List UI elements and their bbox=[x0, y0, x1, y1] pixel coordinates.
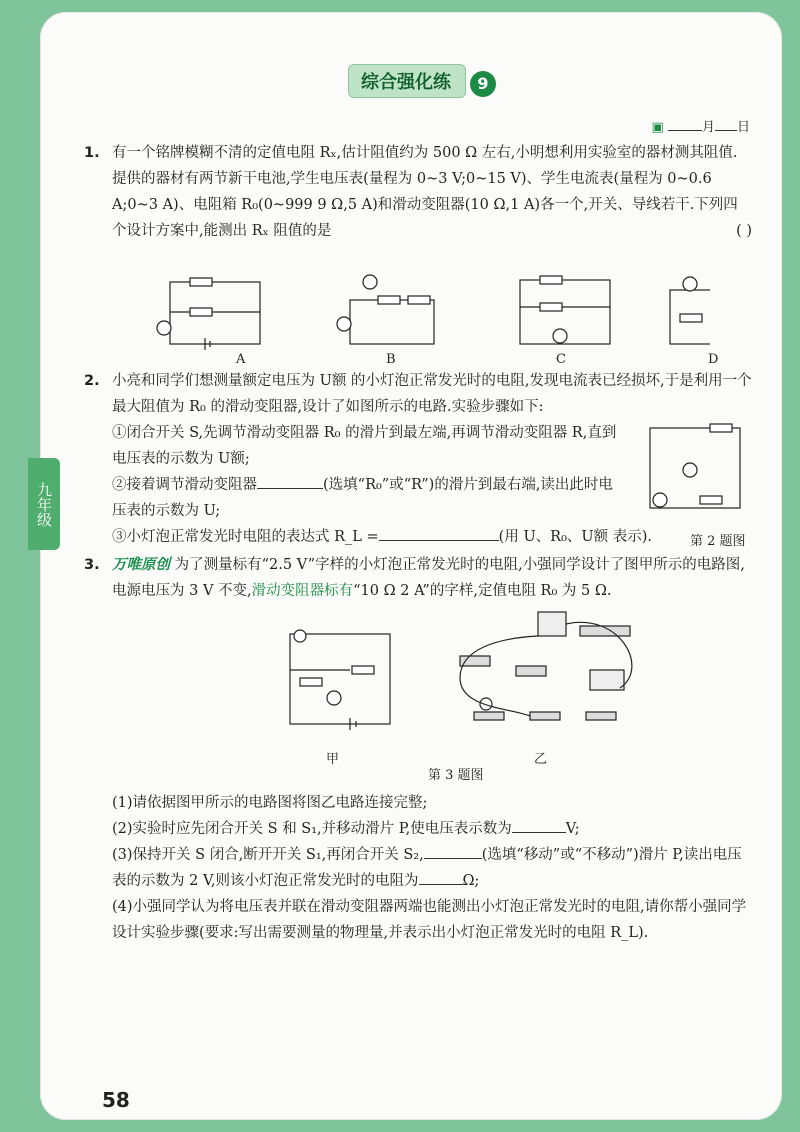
question-3 bbox=[84, 552, 752, 604]
question-number: 2. bbox=[84, 373, 100, 389]
subpart-3-a: (3)保持开关 S 闭合,断开开关 S₁,再闭合开关 S₂, bbox=[112, 847, 424, 863]
title-number: 9 bbox=[470, 71, 496, 97]
month-label: 月 bbox=[701, 120, 715, 135]
blank-3-2[interactable] bbox=[424, 858, 482, 859]
option-d: D bbox=[708, 352, 719, 367]
question-text-3: “10 Ω 2 A”的字样,定值电阻 R₀ 为 5 Ω. bbox=[353, 583, 612, 599]
grade-tab: 九年级 bbox=[28, 458, 60, 550]
step-1: ①闭合开关 S,先调节滑动变阻器 R₀ 的滑片到最左端,再调节滑动变阻器 R,直到电压表的示数为 U额; bbox=[112, 425, 617, 467]
original-badge: 万唯原创 bbox=[112, 557, 170, 573]
section-title bbox=[348, 64, 496, 98]
q3-physical-circuit-yi bbox=[420, 608, 660, 744]
q3-circuit-jia bbox=[280, 610, 400, 734]
question-text-1: 为了测量标有“2.5 V”字样的小灯泡正常发光时的电阻,小强同学设计了图甲所示的电路图,电源电压为 3 V 不变, bbox=[112, 557, 745, 599]
step-3-a: ③小灯泡正常发光时电阻的表达式 R_L = bbox=[112, 529, 379, 545]
calendar-icon: ▣ bbox=[651, 120, 664, 135]
question-number: 3. bbox=[84, 557, 100, 573]
option-c: C bbox=[556, 352, 566, 367]
blank-3-1[interactable] bbox=[512, 832, 566, 833]
question-number: 1. bbox=[84, 145, 100, 161]
answer-paren: ( ) bbox=[736, 223, 752, 239]
page-number: 58 bbox=[102, 1088, 130, 1112]
question-text: 小亮和同学们想测量额定电压为 U额 的小灯泡正常发光时的电阻,发现电流表已经损坏,于是利用一个最大阻值为 R₀ 的滑动变阻器,设计了如图所示的电路.实验步骤如下: bbox=[112, 373, 752, 415]
figure-jia-label: 甲 bbox=[326, 752, 340, 767]
day-label: 日 bbox=[736, 120, 750, 135]
question-3-subparts bbox=[90, 790, 752, 946]
blank-2-1[interactable] bbox=[257, 488, 323, 489]
page bbox=[40, 12, 782, 1120]
question-1 bbox=[84, 140, 752, 244]
q2-circuit-diagram bbox=[640, 418, 750, 526]
step-2-a: ②接着调节滑动变阻器 bbox=[112, 477, 257, 493]
date-field bbox=[652, 116, 750, 135]
question-text: 有一个铭牌模糊不清的定值电阻 Rₓ,估计阻值约为 500 Ω 左右,小明想利用实验室的器材测其阻值.提供的器材有两节新干电池,学生电压表(量程为 0~3 V;0~15 V)、学生电流表(量程为 0~0.6 A;0~3 A)、电阻箱 R₀(0~999 9 Ω,5 A)和滑动变阻器(10 Ω,1 A)各一个,开关、导线若干.下列四个设计方案中,能测出 Rₓ 阻值的是 bbox=[112, 145, 738, 239]
subpart-3-c: Ω; bbox=[462, 873, 480, 889]
q1-circuit-diagrams bbox=[150, 262, 710, 372]
step-3-b: (用 U、R₀、U额 表示). bbox=[498, 529, 652, 545]
blank-2-2[interactable] bbox=[379, 540, 499, 541]
option-a: A bbox=[236, 352, 246, 367]
question-text-2: 滑动变阻器标有 bbox=[251, 583, 354, 599]
figure-yi-label: 乙 bbox=[534, 752, 548, 767]
subpart-4: (4)小强同学认为将电压表并联在滑动变阻器两端也能测出小灯泡正常发光时的电阻,请你帮小强同学设计实验步骤(要求:写出需要测量的物理量,并表示出小灯泡正常发光时的电阻 R_L). bbox=[112, 899, 747, 941]
option-b: B bbox=[386, 352, 396, 367]
q3-figure-caption: 第 3 题图 bbox=[428, 768, 484, 783]
subpart-2-b: V; bbox=[565, 821, 580, 837]
q2-figure-caption: 第 2 题图 bbox=[690, 534, 746, 549]
step-2-b: (选填“R₀”或“R”)的滑片到最右端,读出此时电压表的示数为 U; bbox=[112, 477, 613, 519]
subpart-3-b: (选填“移动”或“不移动”)滑片 P,读出电压表的示数为 2 V,则该小灯泡正常发光时的电阻为 bbox=[112, 847, 742, 889]
blank-3-3[interactable] bbox=[419, 884, 463, 885]
subpart-2-a: (2)实验时应先闭合开关 S 和 S₁,并移动滑片 P,使电压表示数为 bbox=[112, 821, 512, 837]
subpart-1: (1)请依据图甲所示的电路图将图乙电路连接完整; bbox=[112, 795, 428, 811]
title-text: 综合强化练 bbox=[348, 64, 466, 98]
